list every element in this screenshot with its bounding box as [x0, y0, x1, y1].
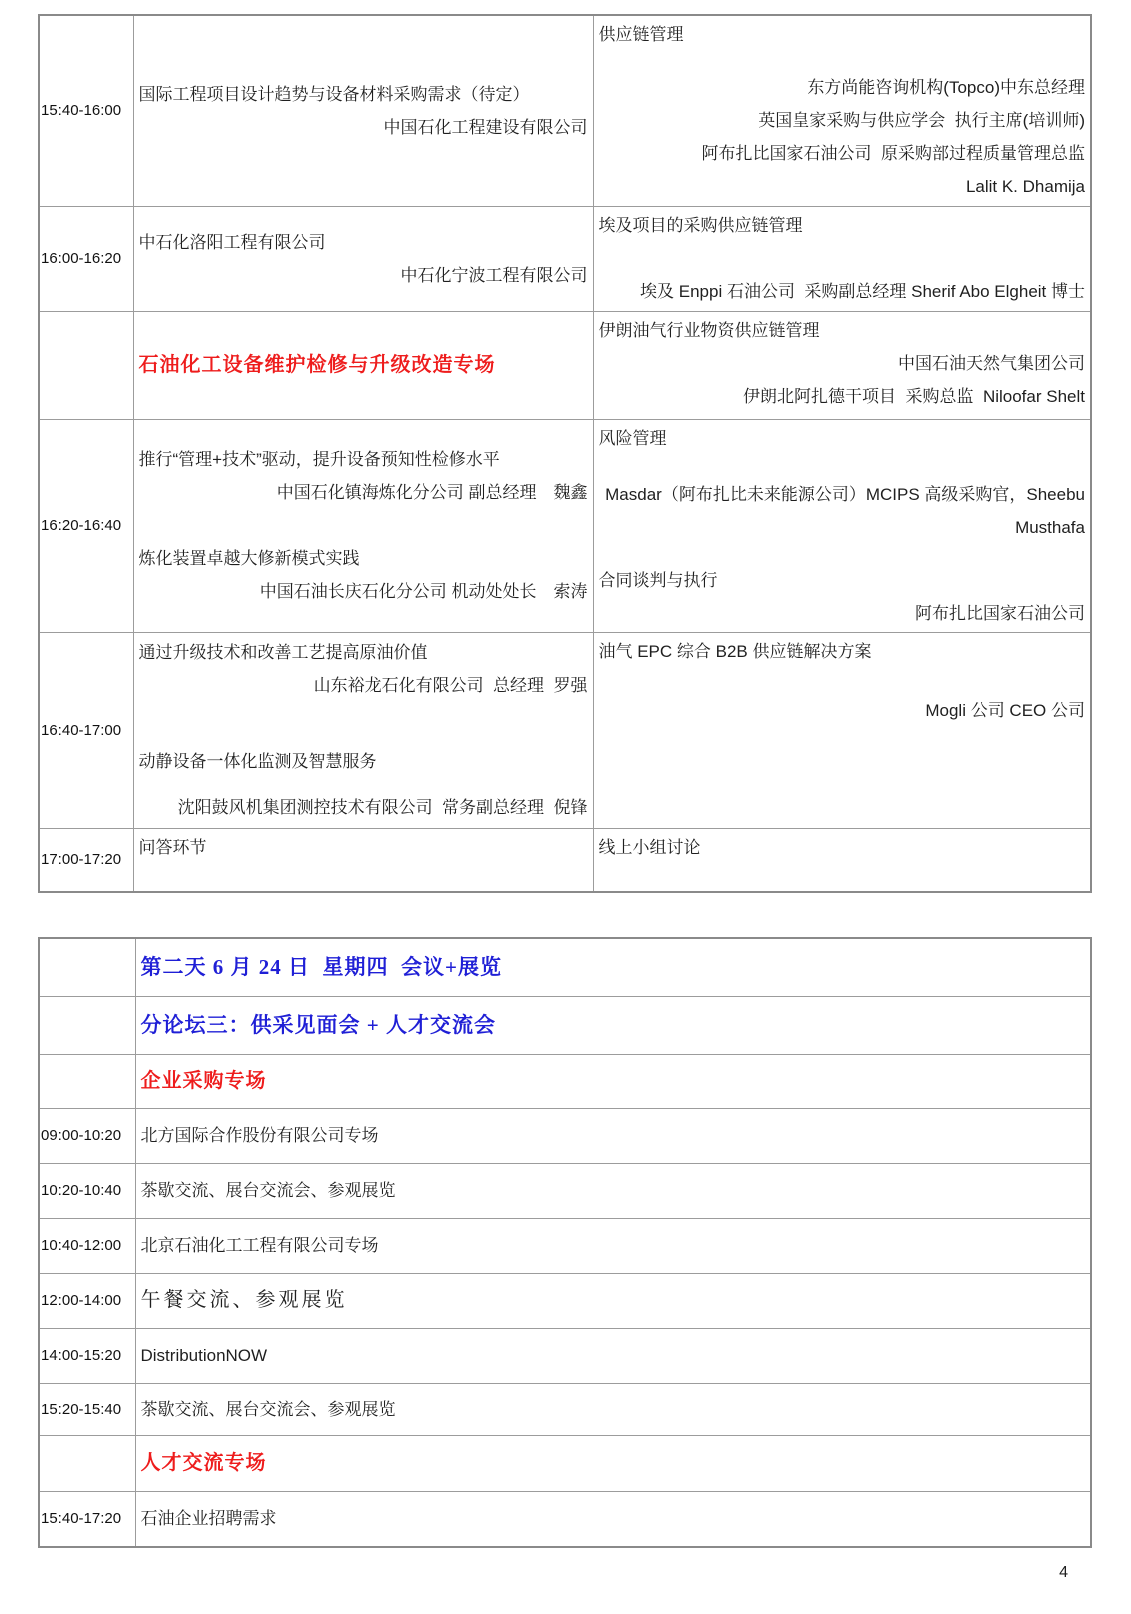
time-cell: 15:40-16:00 [39, 15, 133, 206]
agenda-line: 伊朗北阿扎德干项目 采购总监 Niloofar Shelt [743, 386, 1085, 406]
agenda-line: 分论坛三：供采见面会 + 人才交流会 [140, 1012, 496, 1037]
content-cell [133, 15, 593, 206]
time-cell [39, 1435, 135, 1491]
agenda-line: 第二天 6 月 24 日 星期四 会议+展览 [140, 954, 502, 979]
agenda-line: 炼化装置卓越大修新模式实践 [138, 549, 360, 568]
agenda-line: 推行“管理+技术”驱动，提升设备预知性检修水平 [138, 450, 500, 469]
table-row [39, 1163, 1091, 1218]
time-cell [39, 996, 135, 1054]
agenda-line: 中石化洛阳工程有限公司 [138, 232, 326, 252]
agenda-line: 北京石油化工工程有限公司专场 [140, 1236, 379, 1255]
agenda-line: 石油化工设备维护检修与升级改造专场 [138, 353, 496, 376]
time-cell: 10:40-12:00 [39, 1218, 135, 1273]
time-cell: 14:00-15:20 [39, 1328, 135, 1383]
content-cell [135, 1163, 1091, 1218]
time-cell: 10:20-10:40 [39, 1163, 135, 1218]
table-row [39, 1054, 1091, 1108]
table-row [39, 996, 1091, 1054]
content-cell [133, 206, 593, 311]
content-cell [135, 996, 1091, 1054]
table-row [39, 1383, 1091, 1435]
content-cell [133, 311, 593, 419]
agenda-line: 阿布扎比国家石油公司 [915, 603, 1085, 623]
agenda-line: 风险管理 [598, 428, 667, 448]
time-cell: 15:40-17:20 [39, 1491, 135, 1547]
table-row [39, 15, 1091, 206]
content-cell [133, 828, 593, 892]
time-cell: 16:20-16:40 [39, 419, 133, 632]
agenda-line: 合同谈判与执行 [598, 570, 718, 590]
time-cell [39, 1054, 135, 1108]
content-cell [593, 419, 1091, 632]
content-cell [135, 1108, 1091, 1163]
content-cell [133, 632, 593, 828]
table-row [39, 1108, 1091, 1163]
agenda-line: Lalit K. Dhamija [965, 177, 1085, 196]
day2-agenda-table [38, 937, 1092, 1548]
agenda-line: DistributionNOW [140, 1346, 268, 1365]
time-cell: 17:00-17:20 [39, 828, 133, 892]
table-row [39, 1491, 1091, 1547]
content-cell [593, 632, 1091, 828]
time-cell: 16:40-17:00 [39, 632, 133, 828]
agenda-line: 线上小组讨论 [598, 837, 701, 857]
agenda-line: 沈阳鼓风机集团测控技术有限公司 常务副总经理 倪锋 [177, 798, 588, 817]
agenda-line: 阿布扎比国家石油公司 原采购部过程质量管理总监 [701, 144, 1085, 163]
agenda-line: 北方国际合作股份有限公司专场 [140, 1126, 379, 1145]
content-cell [593, 15, 1091, 206]
agenda-line: 英国皇家采购与供应学会 执行主席(培训师) [758, 111, 1085, 130]
agenda-line: 东方尚能咨询机构(Topco)中东总经理 [807, 78, 1085, 97]
agenda-line: 石油企业招聘需求 [140, 1509, 277, 1529]
time-cell: 15:20-15:40 [39, 1383, 135, 1435]
content-cell [593, 828, 1091, 892]
table-row [39, 632, 1091, 828]
table-row [39, 828, 1091, 892]
table-row [39, 1273, 1091, 1328]
content-cell [135, 1054, 1091, 1108]
agenda-line: 人才交流专场 [140, 1451, 267, 1474]
time-cell: 09:00-10:20 [39, 1108, 135, 1163]
agenda-line: 通过升级技术和改善工艺提高原油价值 [138, 643, 428, 662]
agenda-line: 埃及项目的采购供应链管理 [598, 215, 803, 235]
content-cell [135, 1273, 1091, 1328]
agenda-line: 动静设备一体化监测及智慧服务 [138, 752, 377, 771]
agenda-line: 茶歇交流、展台交流会、参观展览 [140, 1181, 396, 1200]
agenda-line: 午餐交流、参观展览 [140, 1289, 348, 1311]
agenda-page [0, 14, 1131, 1614]
table-row [39, 1435, 1091, 1491]
page-number: 4 [1059, 1564, 1068, 1581]
time-cell: 16:00-16:20 [39, 206, 133, 311]
content-cell [135, 1383, 1091, 1435]
content-cell [135, 1218, 1091, 1273]
agenda-line: 中国石化镇海炼化分公司 副总经理 魏鑫 [276, 483, 588, 502]
agenda-line: 国际工程项目设计趋势与设备材料采购需求（待定） [138, 84, 530, 104]
day1-afternoon-agenda-table [38, 14, 1092, 893]
table-row [39, 419, 1091, 632]
content-cell [135, 1435, 1091, 1491]
agenda-line: 山东裕龙石化有限公司 总经理 罗强 [313, 676, 588, 695]
agenda-line: Masdar（阿布扎比未来能源公司）MCIPS 高级采购官，Sheebu Musthafa [605, 484, 1090, 537]
table-row [39, 311, 1091, 419]
table-row [39, 938, 1091, 996]
time-cell [39, 938, 135, 996]
content-cell [135, 1328, 1091, 1383]
content-cell [135, 938, 1091, 996]
time-cell: 12:00-14:00 [39, 1273, 135, 1328]
agenda-line: 供应链管理 [598, 25, 684, 44]
agenda-line: 问答环节 [138, 837, 207, 857]
time-cell [39, 311, 133, 419]
agenda-line: 中国石化工程建设有限公司 [383, 117, 588, 137]
agenda-line: 中国石油天然气集团公司 [898, 353, 1085, 373]
content-cell [135, 1491, 1091, 1547]
agenda-line: 埃及 Enppi 石油公司 采购副总经理 Sherif Abo Elgheit 博士 [640, 281, 1085, 301]
agenda-line: 油气 EPC 综合 B2B 供应链解决方案 [598, 641, 872, 661]
table-row [39, 1328, 1091, 1383]
agenda-line: Mogli 公司 CEO 公司 [925, 700, 1085, 720]
table-row [39, 206, 1091, 311]
agenda-line: 中石化宁波工程有限公司 [400, 265, 588, 285]
table-row [39, 1218, 1091, 1273]
content-cell [593, 311, 1091, 419]
agenda-line: 伊朗油气行业物资供应链管理 [598, 320, 820, 340]
content-cell [133, 419, 593, 632]
agenda-line: 中国石油长庆石化分公司 机动处处长 索涛 [259, 582, 588, 601]
content-cell [593, 206, 1091, 311]
agenda-line: 茶歇交流、展台交流会、参观展览 [140, 1399, 396, 1419]
agenda-line: 企业采购专场 [140, 1069, 267, 1092]
